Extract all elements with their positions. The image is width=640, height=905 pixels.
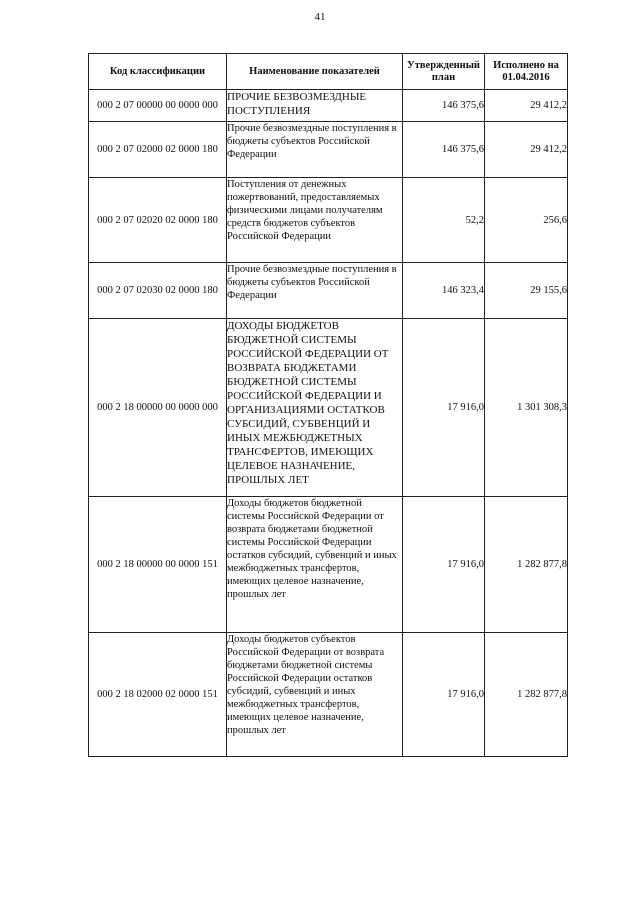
row-code: 000 2 07 02020 02 0000 180 (89, 178, 227, 263)
row-plan: 146 323,4 (403, 263, 485, 319)
row-code: 000 2 07 00000 00 0000 000 (89, 90, 227, 122)
row-code: 000 2 18 00000 00 0000 000 (89, 319, 227, 497)
row-name: Доходы бюджетов субъектов Российской Федерации от возврата бюджетами бюджетной системы Российской Федерации остатков субсидий, субвенций и иных межбюджетных трансфертов, имеющих целевое назначение, прошлых лет (227, 633, 403, 757)
header-code: Код классификации (89, 54, 227, 90)
row-plan: 52,2 (403, 178, 485, 263)
budget-table (88, 53, 568, 757)
row-name: Прочие безвозмездные поступления в бюджеты субъектов Российской Федерации (227, 263, 403, 319)
row-done: 256,6 (485, 178, 568, 263)
header-done: Исполнено на 01.04.2016 (485, 54, 568, 90)
row-plan: 17 916,0 (403, 497, 485, 633)
row-name: ДОХОДЫ БЮДЖЕТОВ БЮДЖЕТНОЙ СИСТЕМЫ РОССИЙСКОЙ ФЕДЕРАЦИИ ОТ ВОЗВРАТА БЮДЖЕТАМИ БЮДЖЕТНОЙ СИСТЕМЫ РОССИЙСКОЙ ФЕДЕРАЦИИ И ОРГАНИЗАЦИЯМИ ОСТАТКОВ СУБСИДИЙ, СУБВЕНЦИЙ И ИНЫХ МЕЖБЮДЖЕТНЫХ ТРАНСФЕРТОВ, ИМЕЮЩИХ ЦЕЛЕВОЕ НАЗНАЧЕНИЕ, ПРОШЛЫХ ЛЕТ (227, 319, 403, 497)
row-plan: 17 916,0 (403, 319, 485, 497)
header-plan: Утвержденный план (403, 54, 485, 90)
row-plan: 146 375,6 (403, 90, 485, 122)
table-row (89, 319, 568, 497)
header-name: Наименование показателей (227, 54, 403, 90)
row-code: 000 2 18 02000 02 0000 151 (89, 633, 227, 757)
row-name: ПРОЧИЕ БЕЗВОЗМЕЗДНЫЕ ПОСТУПЛЕНИЯ (227, 90, 403, 122)
table-row (89, 122, 568, 178)
table-row (89, 633, 568, 757)
row-code: 000 2 18 00000 00 0000 151 (89, 497, 227, 633)
table-row (89, 263, 568, 319)
row-done: 29 155,6 (485, 263, 568, 319)
row-plan: 17 916,0 (403, 633, 485, 757)
row-done: 29 412,2 (485, 90, 568, 122)
row-done: 1 282 877,8 (485, 633, 568, 757)
table-row (89, 497, 568, 633)
page-number: 41 (314, 11, 326, 23)
row-code: 000 2 07 02030 02 0000 180 (89, 263, 227, 319)
header-row (89, 54, 568, 90)
row-done: 29 412,2 (485, 122, 568, 178)
table-row (89, 178, 568, 263)
row-name: Доходы бюджетов бюджетной системы Российской Федерации от возврата бюджетами бюджетной системы Российской Федерации остатков субсидий, субвенций и иных межбюджетных трансфертов, имеющих целевое назначение, прошлых лет (227, 497, 403, 633)
row-done: 1 301 308,3 (485, 319, 568, 497)
row-done: 1 282 877,8 (485, 497, 568, 633)
row-name: Прочие безвозмездные поступления в бюджеты субъектов Российской Федерации (227, 122, 403, 178)
row-name: Поступления от денежных пожертвований, предоставляемых физическими лицами получателям средств бюджетов субъектов Российской Федерации (227, 178, 403, 263)
table-row (89, 90, 568, 122)
row-plan: 146 375,6 (403, 122, 485, 178)
row-code: 000 2 07 02000 02 0000 180 (89, 122, 227, 178)
